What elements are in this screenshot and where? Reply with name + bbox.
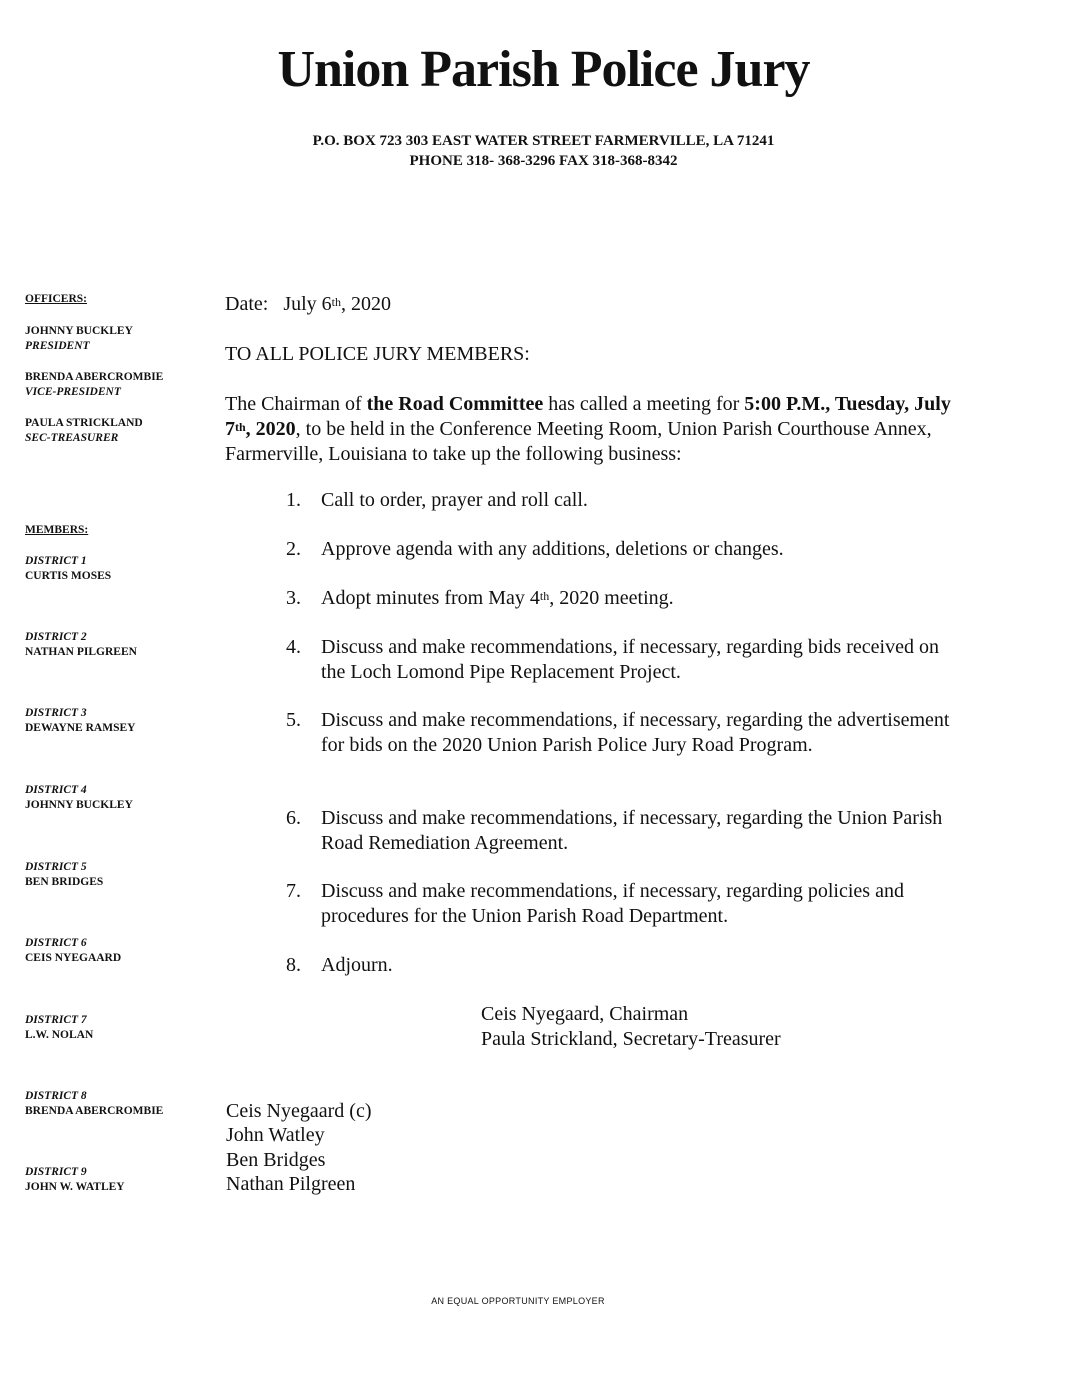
meeting-time: 5:00 P.M., Tuesday, <box>744 393 910 415</box>
notice-text: , to be held in the Conference Meeting Room, Union Parish Courthouse Annex, Farmerville, Louisiana to take up the following business: <box>225 418 932 465</box>
member-name: CEIS NYEGAARD <box>25 952 122 964</box>
agenda-number: 6. <box>286 807 301 829</box>
member-name: BRENDA ABERCROMBIE <box>25 1105 164 1117</box>
officer-name: BRENDA ABERCROMBIE <box>25 371 164 383</box>
footer-equal-opportunity: AN EQUAL OPPORTUNITY EMPLOYER <box>431 1296 605 1306</box>
member-name: NATHAN PILGREEN <box>25 646 137 658</box>
member-name: BEN BRIDGES <box>25 876 104 888</box>
committee-name: the Road Committee <box>366 393 544 415</box>
meeting-year: , 2020 <box>245 418 296 440</box>
agenda-text-suffix: th <box>539 589 550 603</box>
agenda-text: Adjourn. <box>321 954 393 976</box>
officer-role: SEC-TREASURER <box>25 432 119 444</box>
committee-member: John Watley <box>226 1124 325 1146</box>
member-district: DISTRICT 9 <box>25 1166 87 1178</box>
member-name: DEWAYNE RAMSEY <box>25 722 136 734</box>
agenda-text: Discuss and make recommendations, if necessary, regarding the Union Parish Road Remediation Agreement. <box>321 807 943 854</box>
agenda-number: 1. <box>286 489 301 511</box>
committee-member: Nathan Pilgreen <box>226 1173 356 1195</box>
member-district: DISTRICT 3 <box>25 707 87 719</box>
member-district: DISTRICT 7 <box>25 1014 87 1026</box>
letterhead-phone: PHONE 318- 368-3296 FAX 318-368-8342 <box>409 153 678 169</box>
member-district: DISTRICT 4 <box>25 784 87 796</box>
member-district: DISTRICT 6 <box>25 937 87 949</box>
letterhead-title: Union Parish Police Jury <box>277 41 810 98</box>
members-heading: MEMBERS: <box>25 524 89 536</box>
meeting-date-suffix: th <box>235 420 246 434</box>
agenda-text-part: Adopt minutes from May 4 <box>321 587 540 609</box>
signature-chairman: Ceis Nyegaard, Chairman <box>481 1003 689 1025</box>
letterhead-address: P.O. BOX 723 303 EAST WATER STREET FARMERVILLE, LA 71241 <box>312 133 775 149</box>
member-district: DISTRICT 2 <box>25 631 87 643</box>
meeting-date-bold: July 7 <box>225 393 951 440</box>
member-district: DISTRICT 1 <box>25 555 87 567</box>
agenda-text: Discuss and make recommendations, if necessary, regarding policies and procedures for the Union Parish Road Department. <box>321 880 904 927</box>
agenda-text: Discuss and make recommendations, if necessary, regarding the advertisement for bids on the 2020 Union Parish Police Jury Road Program. <box>321 709 950 756</box>
member-name: JOHN W. WATLEY <box>25 1181 125 1193</box>
officer-name: JOHNNY BUCKLEY <box>25 325 133 337</box>
agenda-text: Call to order, prayer and roll call. <box>321 489 588 511</box>
notice-text: The Chairman of <box>225 393 367 415</box>
officer-role: VICE-PRESIDENT <box>25 386 121 398</box>
meeting-notice-paragraph <box>225 392 965 467</box>
officer-name: PAULA STRICKLAND <box>25 417 143 429</box>
agenda-number: 2. <box>286 538 301 560</box>
committee-member: Ben Bridges <box>226 1149 326 1171</box>
agenda-number: 5. <box>286 709 301 731</box>
member-district: DISTRICT 5 <box>25 861 87 873</box>
committee-member: Ceis Nyegaard (c) <box>226 1100 372 1122</box>
date-value: July 6 <box>283 293 332 315</box>
date-suffix: th <box>331 295 341 309</box>
meeting-date <box>225 292 391 317</box>
agenda-text: Discuss and make recommendations, if necessary, regarding bids received on the Loch Lomond Pipe Replacement Project. <box>321 636 939 683</box>
member-name: JOHNNY BUCKLEY <box>25 799 133 811</box>
agenda-number: 3. <box>286 587 301 609</box>
agenda-text-part: , 2020 meeting. <box>549 587 674 609</box>
agenda-number: 7. <box>286 880 301 902</box>
agenda-number: 8. <box>286 954 301 976</box>
agenda-text <box>321 586 966 611</box>
officers-heading: OFFICERS: <box>25 293 87 305</box>
salutation: TO ALL POLICE JURY MEMBERS: <box>225 343 530 365</box>
notice-text: has called a meeting for <box>543 393 745 415</box>
agenda-number: 4. <box>286 636 301 658</box>
signature-secretary: Paula Strickland, Secretary-Treasurer <box>481 1028 781 1050</box>
officer-role: PRESIDENT <box>25 340 90 352</box>
date-label: Date: <box>225 293 269 315</box>
agenda-text: Approve agenda with any additions, deletions or changes. <box>321 538 784 560</box>
date-year: , 2020 <box>341 293 391 315</box>
member-name: L.W. NOLAN <box>25 1029 94 1041</box>
member-district: DISTRICT 8 <box>25 1090 87 1102</box>
member-name: CURTIS MOSES <box>25 570 112 582</box>
